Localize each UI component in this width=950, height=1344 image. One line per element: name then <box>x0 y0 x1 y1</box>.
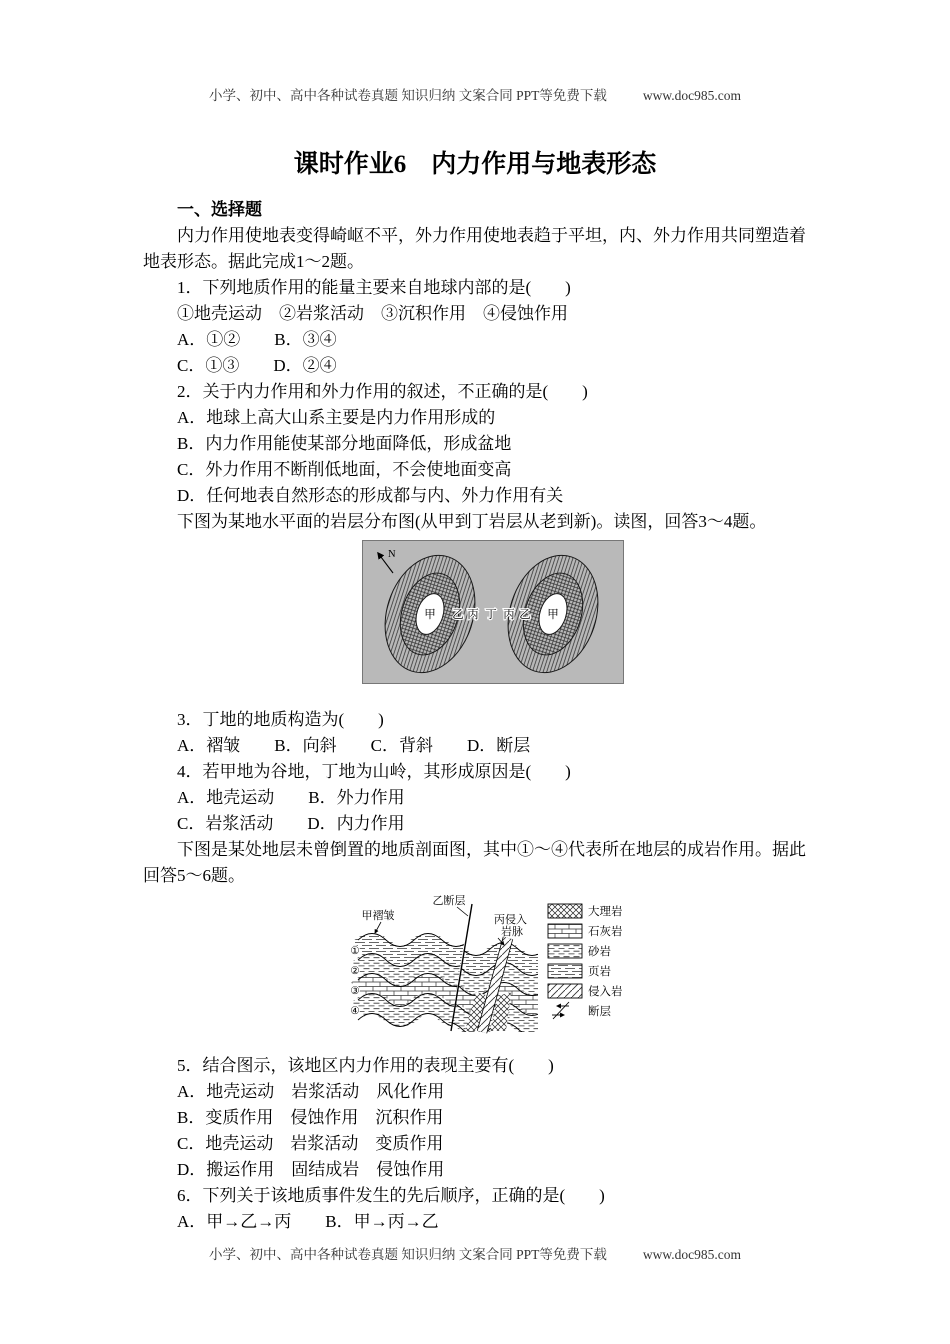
q6-choices-ab: A．甲→乙→丙 B．甲→丙→乙 <box>177 1212 439 1231</box>
legend-label-sandstone: 砂岩 <box>588 946 611 958</box>
legend <box>548 904 623 1019</box>
legend-label-marble: 大理岩 <box>588 906 623 918</box>
legend-swatch-marble <box>548 904 582 918</box>
q2-choice-a: A．地球上高大山系主要是内力作用形成的 <box>177 408 496 427</box>
q4-stem: 4．若甲地为谷地，丁地为山岭，其形成原因是( ) <box>177 762 571 781</box>
footer-url: www.doc985.com <box>642 1247 741 1262</box>
q2-stem: 2．关于内力作用和外力作用的叙述，不正确的是( ) <box>177 382 588 401</box>
worksheet-title: 课时作业6 内力作用与地表形态 <box>293 151 657 178</box>
section-labels <box>362 893 528 945</box>
q3-stem: 3．丁地的地质构造为( ) <box>177 710 384 729</box>
q2-choice-b: B．内力作用能使某部分地面降低，形成盆地 <box>177 434 512 453</box>
layer-mark-2: ② <box>350 966 360 977</box>
q5-choice-c: C．地壳运动 岩浆活动 变质作用 <box>177 1134 444 1153</box>
layer-mark-4: ④ <box>350 1006 360 1017</box>
q5-choice-a: A．地壳运动 岩浆活动 风化作用 <box>177 1082 445 1101</box>
q6-stem: 6．下列关于该地质事件发生的先后顺序，正确的是( ) <box>177 1186 605 1205</box>
worksheet-body <box>143 197 807 1235</box>
header-url: www.doc985.com <box>642 88 741 103</box>
fold-label: 甲褶皱 <box>361 910 395 922</box>
passage-12-line2: 地表形态。据此完成1～2题。 <box>143 252 364 271</box>
q5-stem: 5．结合图示，该地区内力作用的表现主要有( ) <box>177 1056 554 1075</box>
passage-12-line1: 内力作用使地表变得崎岖不平，外力作用使地表趋于平坦，内、外力作用共同塑造着 <box>177 226 806 245</box>
fault-label: 乙断层 <box>432 895 466 907</box>
q1-numbered-items: ①地壳运动 ②岩浆活动 ③沉积作用 ④侵蚀作用 <box>177 304 568 323</box>
legend-swatch-sandstone <box>548 944 582 958</box>
dike-label-line2: 岩脉 <box>501 926 523 938</box>
dike-label-line1: 丙侵入 <box>494 914 527 926</box>
band-label-yi-left: 乙 <box>452 609 464 621</box>
q5-choice-d: D．搬运作用 固结成岩 侵蚀作用 <box>177 1160 445 1179</box>
legend-swatch-limestone <box>548 924 582 938</box>
figure-geologic-cross-section <box>143 892 807 1040</box>
footer-site-line: 小学、初中、高中各种试卷真题 知识归纳 文案合同 PPT等免费下载 <box>209 1247 607 1262</box>
rock-layer-map-svg <box>362 540 624 684</box>
legend-label-shale: 页岩 <box>588 966 611 978</box>
q1-stem: 1．下列地质作用的能量主要来自地球内部的是( ) <box>177 278 571 297</box>
q4-choices-cd: C．岩浆活动 D．内力作用 <box>177 814 405 833</box>
page-footer <box>0 1243 950 1263</box>
q3-choices: A．褶皱 B．向斜 C．背斜 D．断层 <box>177 736 531 755</box>
section-heading: 一、选择题 <box>177 200 262 219</box>
legend-swatch-shale <box>548 964 582 978</box>
compass-n-label: N <box>388 549 396 560</box>
fig2-caption-line1: 下图是某处地层未曾倒置的地质剖面图，其中①～④代表所在地层的成岩作用。据此 <box>177 840 806 859</box>
band-label-ding: 丁 <box>485 609 497 621</box>
cross-section-svg <box>348 892 638 1032</box>
legend-label-intrusive: 侵入岩 <box>588 986 623 998</box>
band-label-yi-right: 乙 <box>519 609 531 621</box>
legend-label-limestone: 石灰岩 <box>588 926 623 938</box>
q5-choice-b: B．变质作用 侵蚀作用 沉积作用 <box>177 1108 444 1127</box>
figure-rock-layer-map <box>143 540 807 692</box>
q2-choice-c: C．外力作用不断削低地面，不会使地面变高 <box>177 460 512 479</box>
page-header <box>0 84 950 104</box>
q4-choices-ab: A．地壳运动 B．外力作用 <box>177 788 405 807</box>
fig1-caption: 下图为某地水平面的岩层分布图(从甲到丁岩层从老到新)。读图，回答3～4题。 <box>177 512 767 531</box>
q2-choice-d: D．任何地表自然形态的形成都与内、外力作用有关 <box>177 486 564 505</box>
legend-symbol-fault <box>552 1002 569 1019</box>
band-label-bing-right: 丙 <box>503 609 515 621</box>
layer-mark-1: ① <box>350 946 360 957</box>
layer-mark-3: ③ <box>350 986 360 997</box>
band-label-bing-left: 丙 <box>467 609 479 621</box>
legend-label-fault: 断层 <box>588 1006 611 1018</box>
legend-swatch-intrusive <box>548 984 582 998</box>
header-site-line: 小学、初中、高中各种试卷真题 知识归纳 文案合同 PPT等免费下载 <box>209 88 607 103</box>
q1-choices-ab: A．①② B．③④ <box>177 330 337 349</box>
band-label-jia-right: 甲 <box>547 609 559 621</box>
fig2-caption-line2: 回答5～6题。 <box>143 866 245 885</box>
band-label-jia-left: 甲 <box>424 609 436 621</box>
q1-choices-cd: C．①③ D．②④ <box>177 356 337 375</box>
